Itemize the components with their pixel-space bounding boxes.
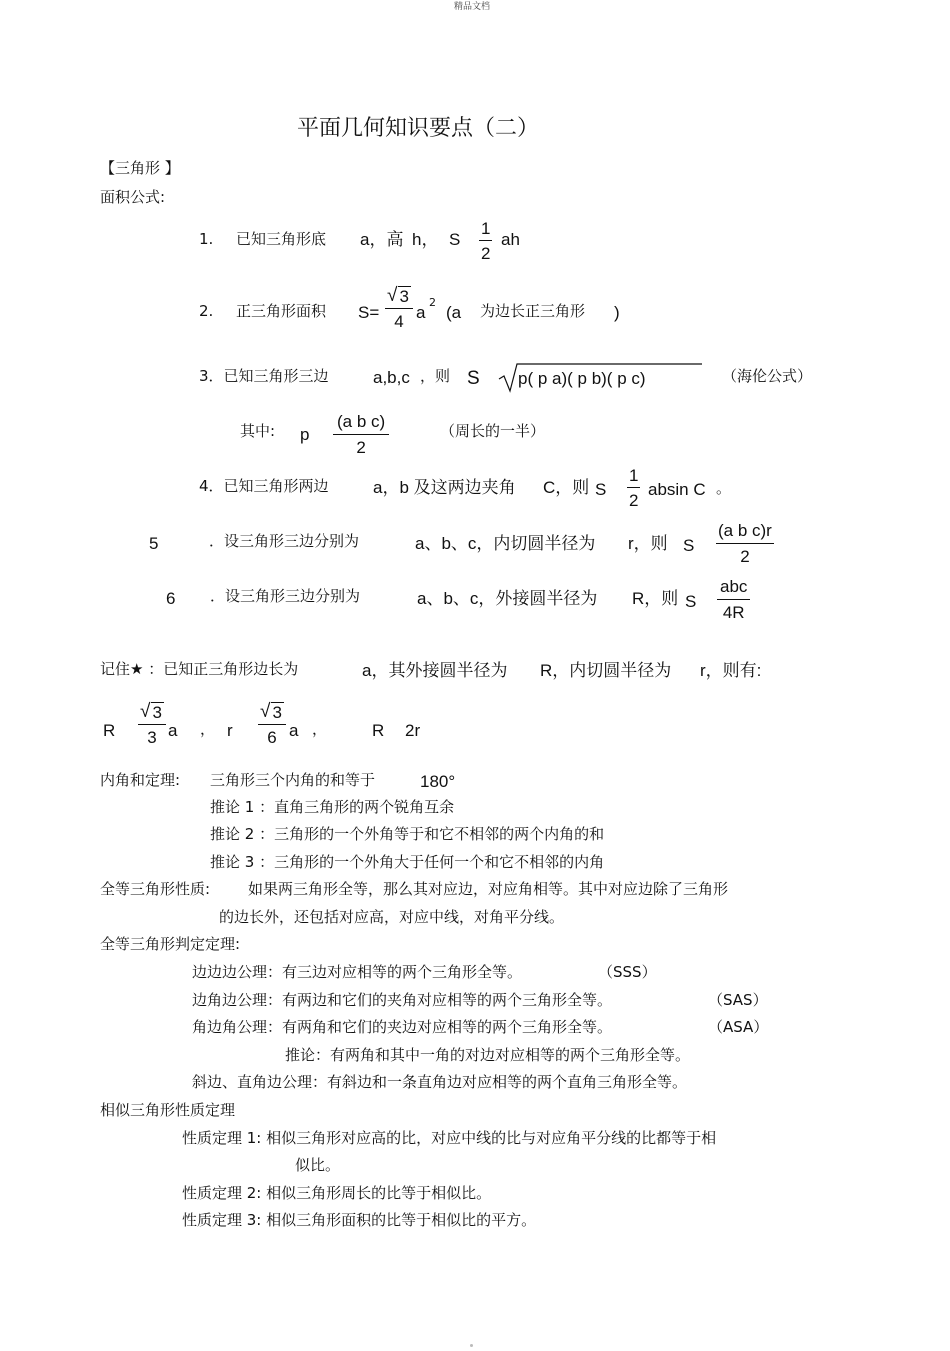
formula-5-fraction bbox=[716, 522, 774, 565]
formula-5-abc: a、b、c，内切圆半径为 bbox=[415, 534, 596, 553]
formula-3-then: ，则 bbox=[420, 367, 451, 385]
formula-6-fraction bbox=[717, 578, 750, 621]
rel-fraction-1 bbox=[138, 702, 166, 746]
fraction-numerator: (a b c)r bbox=[716, 522, 774, 544]
corollary-2: 推论 2 ：三角形的一个外角等于和它不相邻的两个内角的和 bbox=[210, 825, 605, 843]
similar-property-1-cont: 似比。 bbox=[295, 1156, 341, 1174]
formula-2-a: a bbox=[416, 303, 426, 322]
corollary-3: 推论 3 ：三角形的一个外角大于任何一个和它不相邻的内角 bbox=[210, 853, 605, 871]
fraction-denominator: 2 bbox=[740, 547, 750, 566]
sqrt-icon: √ bbox=[260, 701, 271, 722]
remember-a: a，其外接圆半径为 bbox=[362, 661, 508, 680]
remember-r: r，则有: bbox=[700, 661, 762, 680]
formula-6-num: 6 bbox=[166, 589, 176, 608]
radicand: 3 bbox=[272, 703, 282, 722]
angle-label: 内角和定理: bbox=[100, 771, 181, 789]
similar-property-3: 性质定理 3: 相似三角形面积的比等于相似比的平方。 bbox=[182, 1211, 537, 1229]
formula-2-S: S= bbox=[358, 303, 380, 322]
criteria-sss: 边边边公理：有三边对应相等的两个三角形全等。 bbox=[192, 963, 523, 981]
radicand: 3 bbox=[152, 703, 162, 722]
remember-R: R，内切圆半径为 bbox=[540, 661, 672, 680]
formula-2-num: 2. bbox=[199, 302, 214, 320]
criteria-aas: 推论：有两角和其中一角的对边对应相等的两个三角形全等。 bbox=[285, 1046, 691, 1064]
formula-6-R: R，则 bbox=[632, 589, 679, 608]
formula-3-p-label: 其中: bbox=[240, 422, 276, 440]
rel-R: R bbox=[103, 721, 116, 740]
fraction-denominator: 2 bbox=[481, 244, 491, 263]
formula-2-note-close: ) bbox=[614, 303, 620, 322]
criteria-sas-tag: （SAS） bbox=[708, 991, 768, 1009]
remember-text: 记住★ ：已知正三角形边长为 bbox=[100, 660, 299, 678]
formula-4-rest: absin C bbox=[648, 480, 706, 499]
formula-3-p-note: （周长的一半） bbox=[440, 422, 546, 440]
fraction-denominator: 2 bbox=[356, 438, 366, 457]
page-title: 平面几何知识要点（二） bbox=[297, 116, 540, 141]
area-label: 面积公式: bbox=[100, 188, 166, 206]
formula-2-note-open: (a bbox=[446, 303, 462, 322]
formula-4-text: 4．已知三角形两边 bbox=[199, 477, 329, 495]
formula-1-num: 1. bbox=[199, 230, 214, 248]
formula-4-S: S bbox=[595, 480, 607, 499]
similar-label: 相似三角形性质定理 bbox=[100, 1101, 236, 1119]
formula-1-h: h， bbox=[412, 230, 439, 249]
formula-1-S: S bbox=[449, 230, 461, 249]
formula-3-p-fraction bbox=[333, 413, 389, 456]
formula-1-ah: ah bbox=[501, 230, 520, 249]
formula-1-a: a，高 bbox=[360, 230, 404, 249]
fraction-denominator: 2 bbox=[629, 491, 639, 510]
formula-2-text: 正三角形面积 bbox=[236, 302, 327, 320]
formula-3-note: （海伦公式） bbox=[722, 367, 813, 385]
formula-5-r: r，则 bbox=[628, 534, 668, 553]
fraction-denominator: 6 bbox=[267, 728, 277, 747]
fraction-numerator: 1 bbox=[627, 467, 640, 488]
formula-4-fraction bbox=[627, 467, 640, 509]
rel-a-1: a bbox=[168, 721, 178, 740]
congruent-line-2: 的边长外，还包括对应高，对应中线，对角平分线。 bbox=[219, 908, 565, 926]
angle-text: 三角形三个内角的和等于 bbox=[210, 771, 376, 789]
criteria-label: 全等三角形判定定理: bbox=[100, 935, 241, 953]
criteria-asa: 角边角公理：有两角和它们的夹边对应相等的两个三角形全等。 bbox=[192, 1018, 613, 1036]
formula-1-text: 已知三角形底 bbox=[236, 230, 327, 248]
formula-2-note: 为边长正三角形 bbox=[480, 302, 586, 320]
formula-6-S: S bbox=[685, 592, 697, 611]
formula-4-ab: a，b 及这两边夹角 bbox=[373, 478, 516, 497]
formula-3-p-symbol: p bbox=[300, 425, 310, 444]
congruent-label: 全等三角形性质: bbox=[100, 880, 211, 898]
formula-2-exponent: 2 bbox=[429, 296, 436, 309]
formula-4-C: C，则 bbox=[543, 478, 590, 497]
formula-1-fraction bbox=[479, 220, 492, 262]
formula-6-text: ．设三角形三边分别为 bbox=[210, 587, 361, 605]
rel-fraction-2 bbox=[258, 702, 286, 746]
criteria-sas: 边角边公理：有两边和它们的夹角对应相等的两个三角形全等。 bbox=[192, 991, 613, 1009]
formula-3-abc: a,b,c bbox=[373, 368, 410, 387]
page-footer-mark bbox=[470, 1344, 473, 1347]
similar-property-2: 性质定理 2: 相似三角形周长的比等于相似比。 bbox=[182, 1184, 492, 1202]
rel-a-2: a bbox=[289, 721, 299, 740]
rel-r: r bbox=[227, 721, 233, 740]
fraction-numerator: (a b c) bbox=[333, 413, 389, 435]
sqrt-icon: √ bbox=[387, 285, 398, 306]
section-heading: 【三角形 】 bbox=[100, 159, 180, 177]
rel-R-2: R bbox=[372, 721, 385, 740]
congruent-line-1: 如果两三角形全等，那么其对应边，对应角相等。其中对应边除了三角形 bbox=[248, 880, 729, 898]
similar-property-1: 性质定理 1: 相似三角形对应高的比，对应中线的比与对应角平分线的比都等于相 bbox=[182, 1129, 717, 1147]
fraction-denominator: 4 bbox=[394, 312, 404, 331]
criteria-hl: 斜边、直角边公理：有斜边和一条直角边对应相等的两个直角三角形全等。 bbox=[192, 1073, 688, 1091]
rel-2r: 2r bbox=[405, 721, 421, 740]
formula-3-S: S bbox=[467, 368, 480, 389]
formula-2-fraction bbox=[385, 286, 413, 330]
rel-comma-2: ， bbox=[312, 720, 328, 738]
angle-degrees: 180° bbox=[420, 772, 456, 791]
fraction-numerator: abc bbox=[717, 578, 750, 600]
formula-4-end: 。 bbox=[716, 479, 732, 497]
sqrt-icon: √ bbox=[140, 701, 151, 722]
rel-comma-1: ， bbox=[200, 720, 216, 738]
fraction-denominator: 3 bbox=[147, 728, 157, 747]
radicand: 3 bbox=[399, 287, 409, 306]
corollary-1: 推论 1 ：直角三角形的两个锐角互余 bbox=[210, 798, 455, 816]
formula-5-num: 5 bbox=[149, 534, 159, 553]
formula-5-text: ．设三角形三边分别为 bbox=[209, 532, 360, 550]
formula-5-S: S bbox=[683, 536, 695, 555]
criteria-asa-tag: （ASA） bbox=[708, 1018, 769, 1036]
criteria-sss-tag: （SSS） bbox=[598, 963, 657, 981]
page-header: 精品文档 bbox=[454, 2, 491, 12]
formula-3-text: 3．已知三角形三边 bbox=[199, 367, 329, 385]
fraction-denominator: 4R bbox=[722, 603, 745, 622]
formula-6-abc: a、b、c，外接圆半径为 bbox=[417, 589, 598, 608]
fraction-numerator: 1 bbox=[479, 220, 492, 241]
formula-3-radicand: p( p a)( p b)( p c) bbox=[518, 369, 646, 388]
